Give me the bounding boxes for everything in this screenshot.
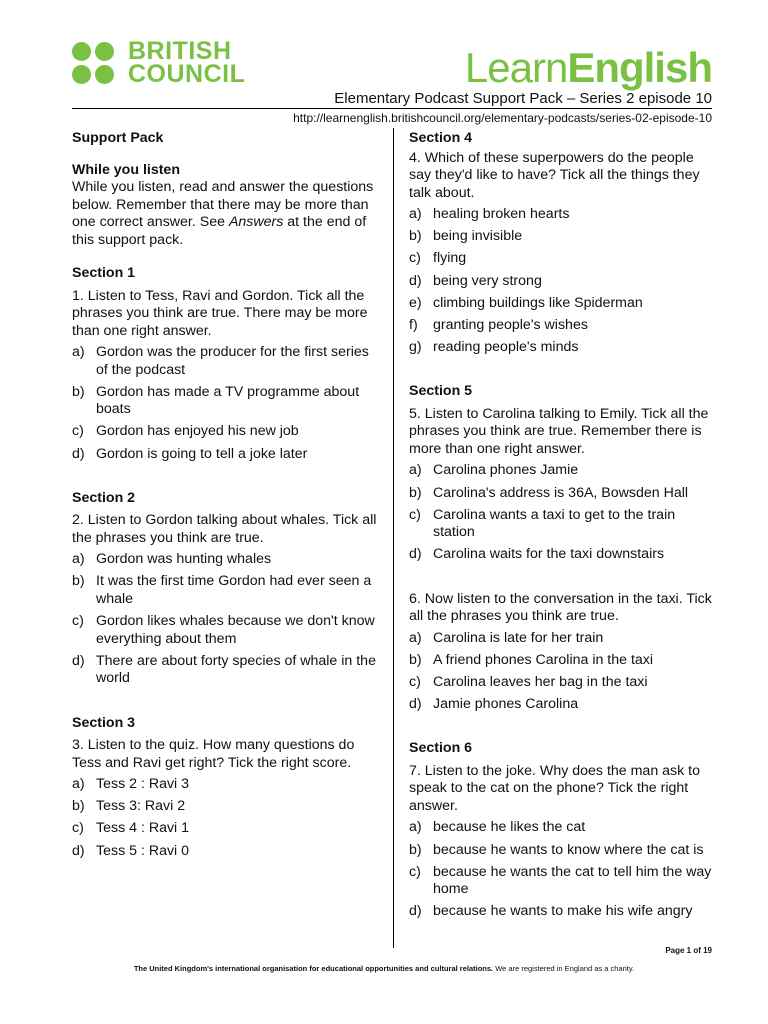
page-number: Page 1 of 19 [665, 946, 712, 955]
list-item: a) because he likes the cat [409, 819, 586, 836]
question-6: 6. Now listen to the conversation in the taxi. Tick all the phrases you think are true. [409, 590, 712, 625]
question-1-options [72, 344, 382, 463]
list-item: c) Tess 4 : Ravi 1 [72, 820, 190, 837]
question-3-options [72, 776, 382, 860]
question-2: 2. Listen to Gordon talking about whales. Tick all the phrases you think are true. [72, 512, 377, 546]
section-3-heading: Section 3 [72, 714, 136, 731]
list-item: a) healing broken hearts [409, 206, 570, 222]
question-3: 3. Listen to the quiz. How many questions do Tess and Ravi get right? Tick the right score. [72, 737, 355, 771]
list-item: g) reading people's minds [409, 339, 579, 356]
question-1: 1. Listen to Tess, Ravi and Gordon. Tick all the phrases you think are true. There may be more than one right answer. [72, 287, 368, 339]
list-item: c) Gordon likes whales because we don't know everything about them [72, 613, 375, 647]
list-item: e) climbing buildings like Spiderman [409, 294, 643, 311]
british-council-wordmark: BRITISH COUNCIL [128, 37, 246, 88]
list-item: c) because he wants the cat to tell him the way home [409, 863, 712, 898]
question-2-options [72, 551, 382, 688]
list-item: c) Carolina leaves her bag in the taxi [409, 673, 648, 690]
left-column [72, 130, 382, 865]
list-item: c) flying [409, 250, 467, 267]
british-council-dots-icon [72, 42, 114, 84]
list-item: a) Carolina phones Jamie [409, 462, 579, 479]
column-divider [393, 128, 394, 948]
question-7: 7. Listen to the joke. Why does the man ask to speak to the cat on the phone? Tick the right answer. [409, 762, 701, 814]
section-2-heading: Section 2 [72, 489, 136, 506]
list-item: b) Gordon has made a TV programme about boats [72, 383, 360, 418]
question-6-options [409, 630, 719, 714]
section-6-heading: Section 6 [409, 740, 473, 757]
list-item: d) Jamie phones Carolina [409, 696, 579, 713]
list-item: b) Carolina's address is 36A, Bowsden Hall [409, 484, 689, 501]
question-7-options [409, 819, 719, 921]
list-item: b) being invisible [409, 228, 523, 245]
header-rule [72, 108, 712, 109]
support-pack-heading: Support Pack [72, 130, 164, 146]
list-item: b) because he wants to know where the cat is [409, 841, 704, 858]
learnenglish-logo: LearnEnglish [464, 44, 712, 91]
question-4: 4. Which of these superpowers do the people say they'd like to have? Tick all the things they talk about. [409, 149, 700, 201]
list-item: d) being very strong [409, 272, 542, 289]
list-item: a) Tess 2 : Ravi 3 [72, 776, 190, 792]
british-council-logo [72, 37, 246, 88]
list-item: d) because he wants to make his wife angry [409, 903, 693, 920]
document-url[interactable]: http://learnenglish.britishcouncil.org/elementary-podcasts/series-02-episode-10 [293, 111, 712, 125]
footer-org-text: The United Kingdom's international organisation for educational opportunities and cultural relations. We are registered in England as a charity. [133, 964, 635, 973]
list-item: d) Gordon is going to tell a joke later [72, 445, 308, 462]
list-item: b) A friend phones Carolina in the taxi [409, 651, 654, 668]
question-5-options [409, 462, 719, 564]
question-4-options [409, 206, 719, 357]
list-item: a) Carolina is late for her train [409, 629, 604, 646]
list-item: f) granting people's wishes [409, 316, 588, 333]
list-item: d) There are about forty species of whale in the world [72, 652, 376, 687]
list-item: b) It was the first time Gordon had ever seen a whale [72, 573, 372, 607]
list-item: a) Gordon was the producer for the first series of the podcast [72, 344, 369, 378]
section-5-heading: Section 5 [409, 383, 473, 400]
section-4-heading: Section 4 [409, 130, 473, 146]
question-5: 5. Listen to Carolina talking to Emily. Tick all the phrases you think are true. Remember there is more than one right answer. [409, 405, 709, 457]
section-1-heading: Section 1 [72, 265, 136, 281]
list-item: a) Gordon was hunting whales [72, 551, 272, 568]
document-title: Elementary Podcast Support Pack – Series 2 episode 10 [334, 90, 712, 107]
while-you-listen-text: While you listen, read and answer the questions below. Remember that there may be more than one correct answer. See Answers at the end of this support pack. [72, 179, 374, 248]
right-column [409, 130, 719, 926]
list-item: c) Gordon has enjoyed his new job [72, 423, 299, 440]
list-item: d) Tess 5 : Ravi 0 [72, 842, 190, 859]
while-you-listen-heading: While you listen [72, 161, 180, 178]
list-item: c) Carolina wants a taxi to get to the train station [409, 506, 676, 541]
list-item: d) Carolina waits for the taxi downstairs [409, 546, 665, 563]
list-item: b) Tess 3: Ravi 2 [72, 798, 186, 815]
